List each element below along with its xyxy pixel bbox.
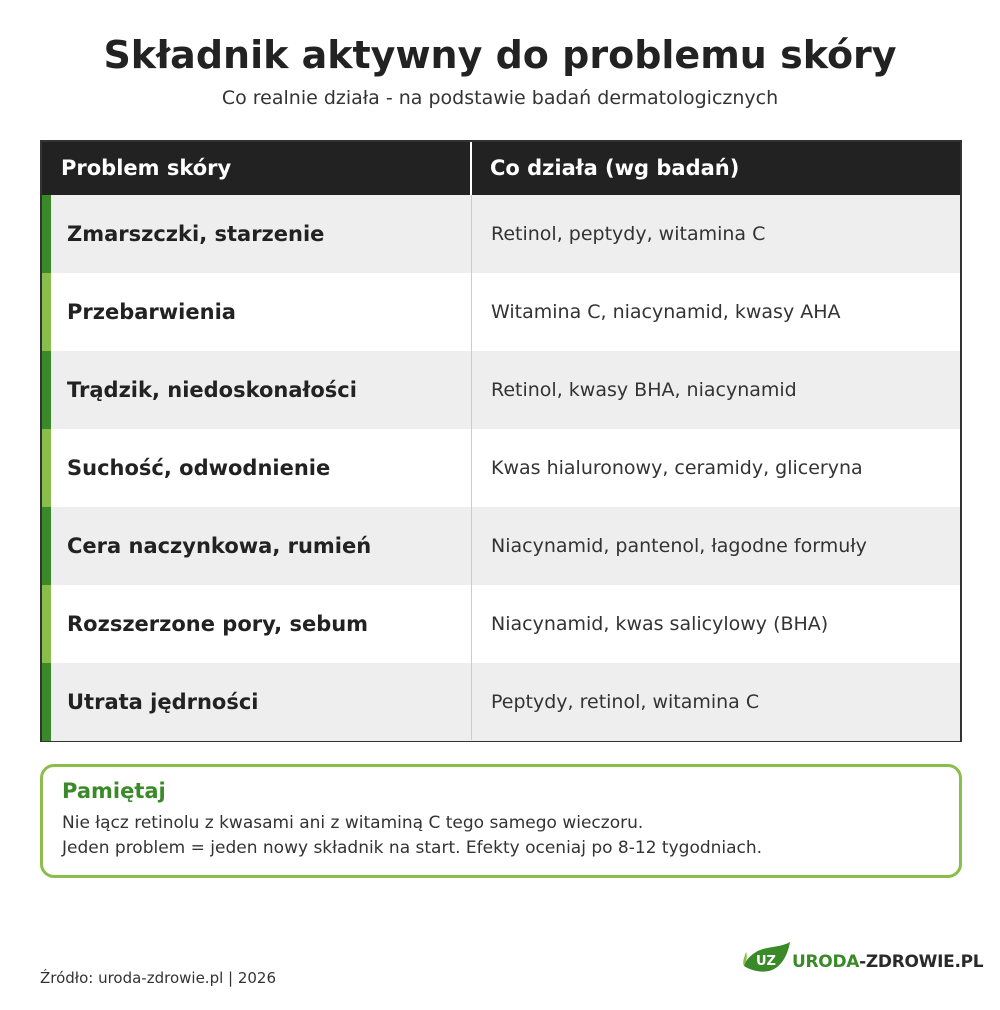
ingredient-table — [40, 140, 962, 742]
row-solution: Peptydy, retinol, witamina C — [491, 691, 760, 713]
logo-wordmark — [792, 952, 983, 972]
reminder-title: Pamiętaj — [62, 779, 166, 803]
table-row — [42, 195, 960, 273]
reminder-box — [40, 764, 962, 878]
row-accent-bar — [42, 507, 51, 585]
row-accent-bar — [42, 429, 51, 507]
row-accent-bar — [42, 663, 51, 741]
table-row — [42, 663, 960, 741]
reminder-line: Jeden problem = jeden nowy składnik na start. Efekty oceniaj po 8-12 tygodniach. — [62, 838, 763, 858]
row-accent-bar — [42, 273, 51, 351]
header-solution: Co działa (wg badań) — [490, 156, 740, 180]
row-solution: Witamina C, niacynamid, kwasy AHA — [491, 301, 841, 323]
row-problem: Cera naczynkowa, rumień — [67, 534, 372, 558]
table-row — [42, 507, 960, 585]
row-accent-bar — [42, 195, 51, 273]
brand-logo — [742, 940, 984, 980]
logo-text-dark: -ZDROWIE.PL — [859, 952, 984, 972]
table-header — [42, 142, 960, 195]
logo-text-green: URODA — [792, 952, 860, 972]
table-row — [42, 585, 960, 663]
row-problem: Zmarszczki, starzenie — [67, 222, 325, 246]
table-row — [42, 429, 960, 507]
header-divider — [470, 142, 472, 195]
header-problem: Problem skóry — [61, 156, 232, 180]
table-row — [42, 273, 960, 351]
source-credit: Źródło: uroda-zdrowie.pl | 2026 — [40, 969, 277, 987]
leaf-logo-icon — [742, 940, 792, 976]
row-problem: Przebarwienia — [67, 300, 236, 324]
row-accent-bar — [42, 585, 51, 663]
column-divider — [471, 195, 472, 740]
page-subtitle: Co realnie działa - na podstawie badań dermatologicznych — [221, 87, 779, 109]
table-row — [42, 351, 960, 429]
row-problem: Rozszerzone pory, sebum — [67, 612, 369, 636]
row-solution: Retinol, kwasy BHA, niacynamid — [491, 379, 797, 401]
row-solution: Kwas hialuronowy, ceramidy, gliceryna — [491, 457, 863, 479]
row-accent-bar — [42, 351, 51, 429]
row-solution: Niacynamid, pantenol, łagodne formuły — [491, 535, 867, 557]
row-solution: Retinol, peptydy, witamina C — [491, 223, 766, 245]
page-title: Składnik aktywny do problemu skóry — [103, 33, 897, 77]
row-problem: Utrata jędrności — [67, 690, 259, 714]
logo-mark-text: UZ — [756, 954, 776, 969]
row-problem: Trądzik, niedoskonałości — [67, 378, 357, 402]
reminder-line: Nie łącz retinolu z kwasami ani z witaminą C tego samego wieczoru. — [62, 813, 644, 833]
row-solution: Niacynamid, kwas salicylowy (BHA) — [491, 613, 829, 635]
row-problem: Suchość, odwodnienie — [67, 456, 331, 480]
